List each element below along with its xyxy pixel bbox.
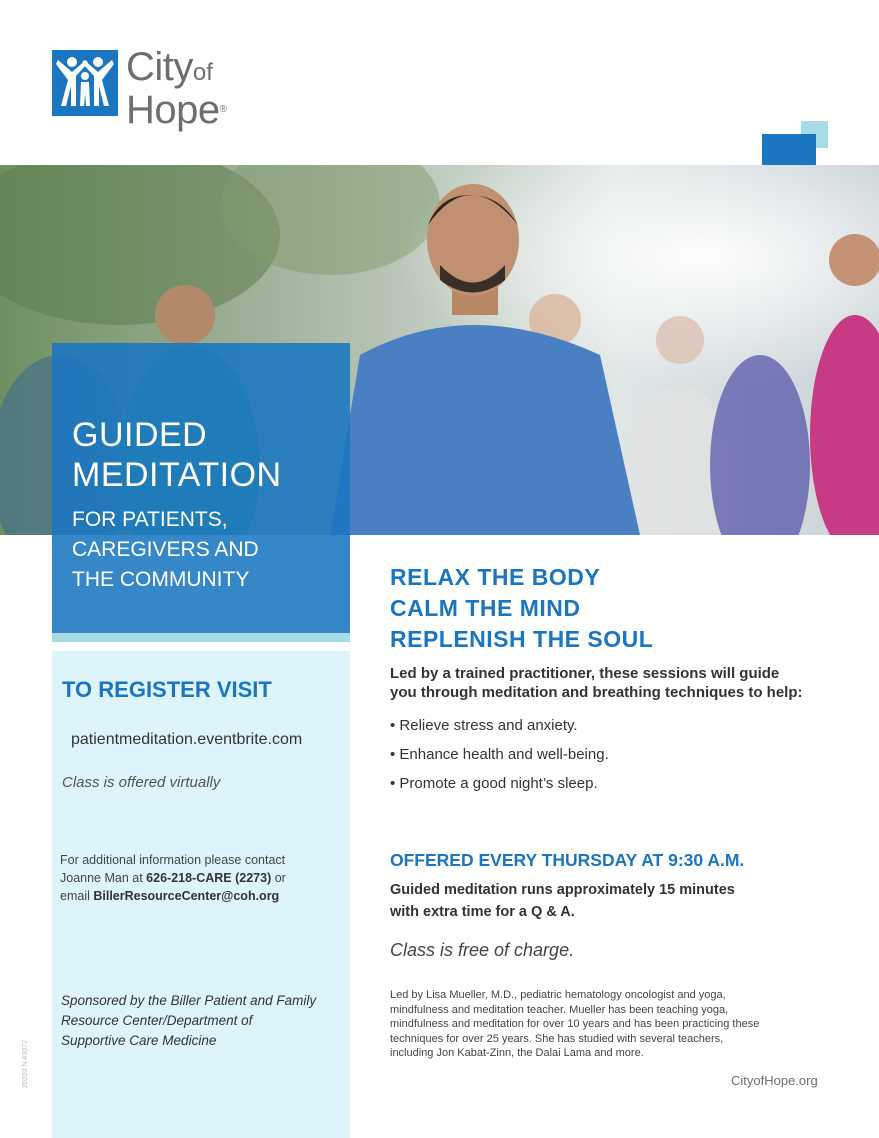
register-heading: TO REGISTER VISIT — [62, 677, 272, 702]
bio-line-1: Led by Lisa Mueller, M.D., pediatric hematology oncologist and yoga, — [390, 989, 726, 1001]
headline-line-1: RELAX THE BODY — [390, 564, 601, 590]
print-code: 20203 N 43072 — [22, 1040, 29, 1088]
title-accent-strip — [52, 633, 350, 642]
register-sidebar — [52, 651, 350, 1138]
subtitle-line-3: THE COMMUNITY — [72, 568, 250, 591]
bio-line-4: techniques for over 25 years. She has studied with several teachers, — [390, 1032, 724, 1045]
contact-email-link[interactable]: BillerResourceCenter@coh.org — [93, 889, 280, 903]
bio-line-3: mindfulness and meditation for over 10 years and has been practicing these — [390, 1018, 760, 1030]
bio-line-5: including Jon Kabat-Zinn, the Dalai Lama and more. — [390, 1047, 644, 1059]
sponsor-line-2: Resource Center/Department of — [61, 1013, 253, 1028]
schedule-heading: OFFERED EVERY THURSDAY AT 9:30 A.M. — [390, 850, 745, 870]
website-link[interactable]: CityofHope.org — [731, 1073, 818, 1088]
logo-registered: ® — [219, 104, 227, 115]
schedule-line-2: with extra time for a Q & A. — [390, 904, 575, 920]
contact-phone[interactable]: 626-218-CARE (2273) — [146, 871, 272, 885]
logo-hope: Hope — [126, 88, 220, 132]
intro-text — [390, 664, 850, 702]
benefit-item: • Enhance health and well-being. — [390, 746, 609, 763]
title-panel — [52, 343, 350, 633]
sponsor-note — [61, 991, 346, 1051]
contact-name: Joanne Man at — [60, 871, 147, 885]
city-of-hope-logo — [52, 45, 252, 132]
subtitle-line-1: FOR PATIENTS, — [72, 508, 228, 531]
schedule-details — [390, 879, 810, 923]
logo-wordmark — [126, 45, 227, 136]
sponsor-line-3: Supportive Care Medicine — [61, 1033, 217, 1048]
headline-line-3: REPLENISH THE SOUL — [390, 626, 654, 652]
intro-line-1: Led by a trained practitioner, these sessions will guide — [390, 665, 780, 682]
bio-line-2: mindfulness and meditation teacher. Mueller has been teaching yoga, — [390, 1003, 729, 1016]
contact-info — [60, 851, 345, 905]
register-url-link[interactable]: patientmeditation.eventbrite.com — [71, 731, 303, 748]
logo-of: of — [192, 59, 213, 86]
contact-line-1: For additional information please contact — [60, 853, 286, 867]
benefit-item: • Relieve stress and anxiety. — [390, 717, 578, 734]
page-title — [72, 415, 282, 495]
headline — [390, 562, 653, 655]
logo-city: City — [126, 45, 193, 89]
contact-email-label: email — [60, 889, 94, 903]
title-line-1: GUIDED — [72, 416, 208, 454]
logo-figures-icon — [52, 50, 118, 116]
sponsor-line-1: Sponsored by the Biller Patient and Family — [61, 993, 317, 1008]
benefit-item: • Promote a good night’s sleep. — [390, 775, 598, 792]
instructor-bio — [390, 988, 830, 1061]
subtitle-line-2: CAREGIVERS AND — [72, 538, 259, 561]
free-note: Class is free of charge. — [390, 940, 575, 960]
title-line-2: MEDITATION — [72, 456, 282, 494]
intro-line-2: you through meditation and breathing techniques to help: — [390, 684, 803, 701]
schedule-line-1: Guided meditation runs approximately 15 minutes — [390, 882, 735, 898]
benefits-list — [390, 716, 609, 803]
virtual-note: Class is offered virtually — [62, 774, 221, 791]
page-subtitle — [72, 505, 259, 595]
headline-line-2: CALM THE MIND — [390, 595, 581, 621]
contact-or: or — [271, 871, 286, 885]
